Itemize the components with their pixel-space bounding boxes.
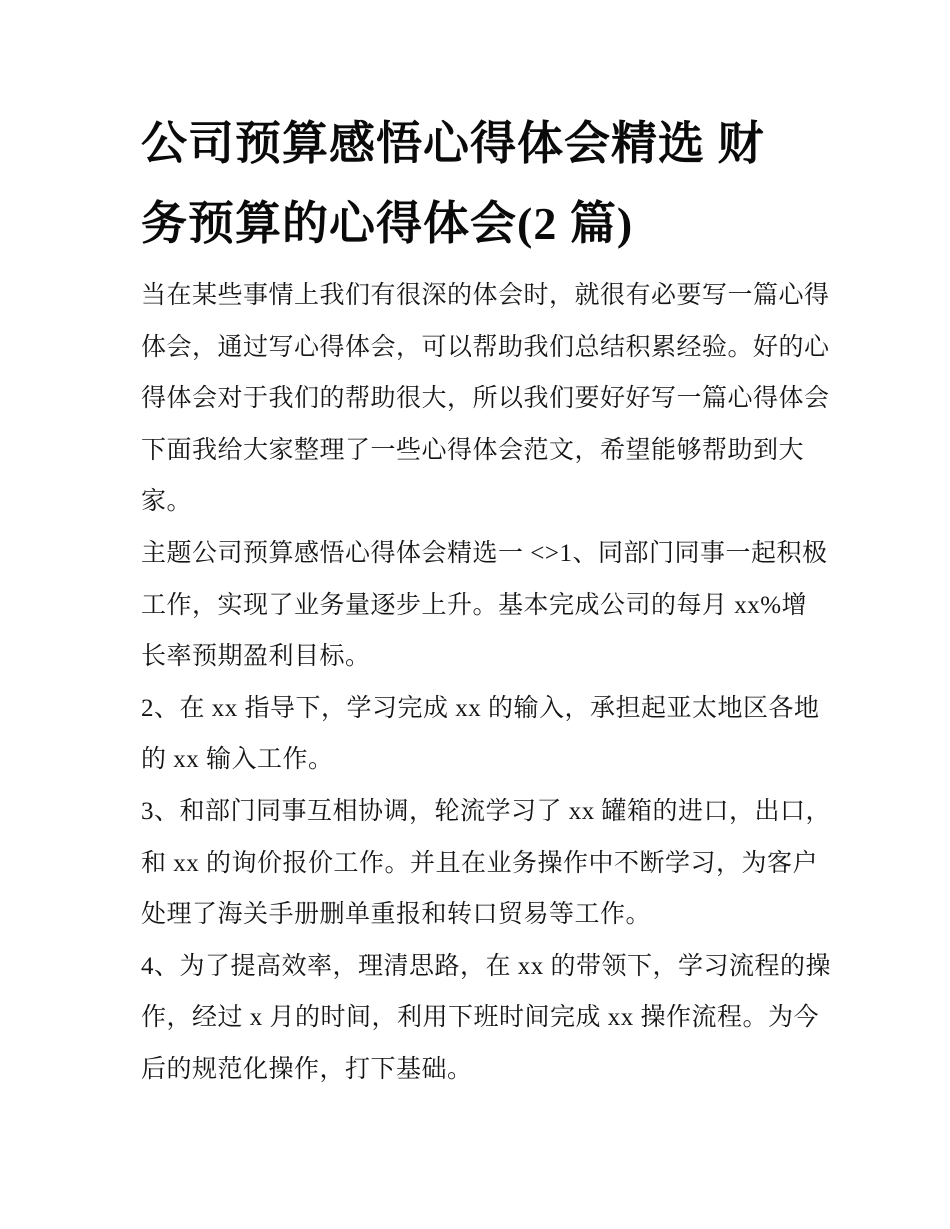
text-line: 后的规范化操作，打下基础。 [141, 1055, 473, 1083]
text-line: 下面我给大家整理了一些心得体会范文，希望能够帮助到大 [141, 436, 805, 464]
document-content [141, 0, 832, 1096]
text-line: 4、为了提高效率，理清思路，在 xx 的带领下，学习流程的操 [141, 952, 832, 980]
text-line: 家。 [141, 488, 193, 516]
text-line: 3、和部门同事互相协调，轮流学习了 xx 罐箱的进口，出口， [141, 797, 832, 825]
text-line: 体会，通过写心得体会，可以帮助我们总结积累经验。好的心 [141, 333, 830, 361]
text-line: 2、在 xx 指导下，学习完成 xx 的输入，承担起亚太地区各地 [141, 694, 820, 722]
title-line: 务预算的心得体会(2 篇) [141, 198, 634, 249]
paragraph-topic-item-1 [141, 528, 828, 683]
paragraph-item-4 [141, 941, 832, 1096]
document-body [141, 270, 832, 1096]
paragraph-item-2 [141, 683, 821, 786]
document-title [141, 104, 821, 264]
title-line: 公司预算感悟心得体会精选 财 [141, 118, 765, 169]
text-line: 的 xx 输入工作。 [141, 746, 334, 774]
text-line: 作，经过 x 月的时间，利用下班时间完成 xx 操作流程。为今 [141, 1004, 820, 1032]
text-line: 主题公司预算感悟心得体会精选一 <>1、同部门同事一起积极 [141, 539, 828, 567]
text-line: 当在某些事情上我们有很深的体会时，就很有必要写一篇心得 [141, 282, 830, 309]
paragraph-item-3 [141, 786, 832, 941]
paragraph-intro [141, 270, 830, 528]
text-line: 长率预期盈利目标。 [141, 643, 371, 671]
text-line: 得体会对于我们的帮助很大，所以我们要好好写一篇心得体会 [141, 385, 830, 413]
text-line: 处理了海关手册删单重报和转口贸易等工作。 [141, 901, 652, 929]
text-line: 工作，实现了业务量逐步上升。基本完成公司的每月 xx%增 [141, 591, 808, 619]
text-line: 和 xx 的询价报价工作。并且在业务操作中不断学习，为客户 [141, 849, 819, 877]
